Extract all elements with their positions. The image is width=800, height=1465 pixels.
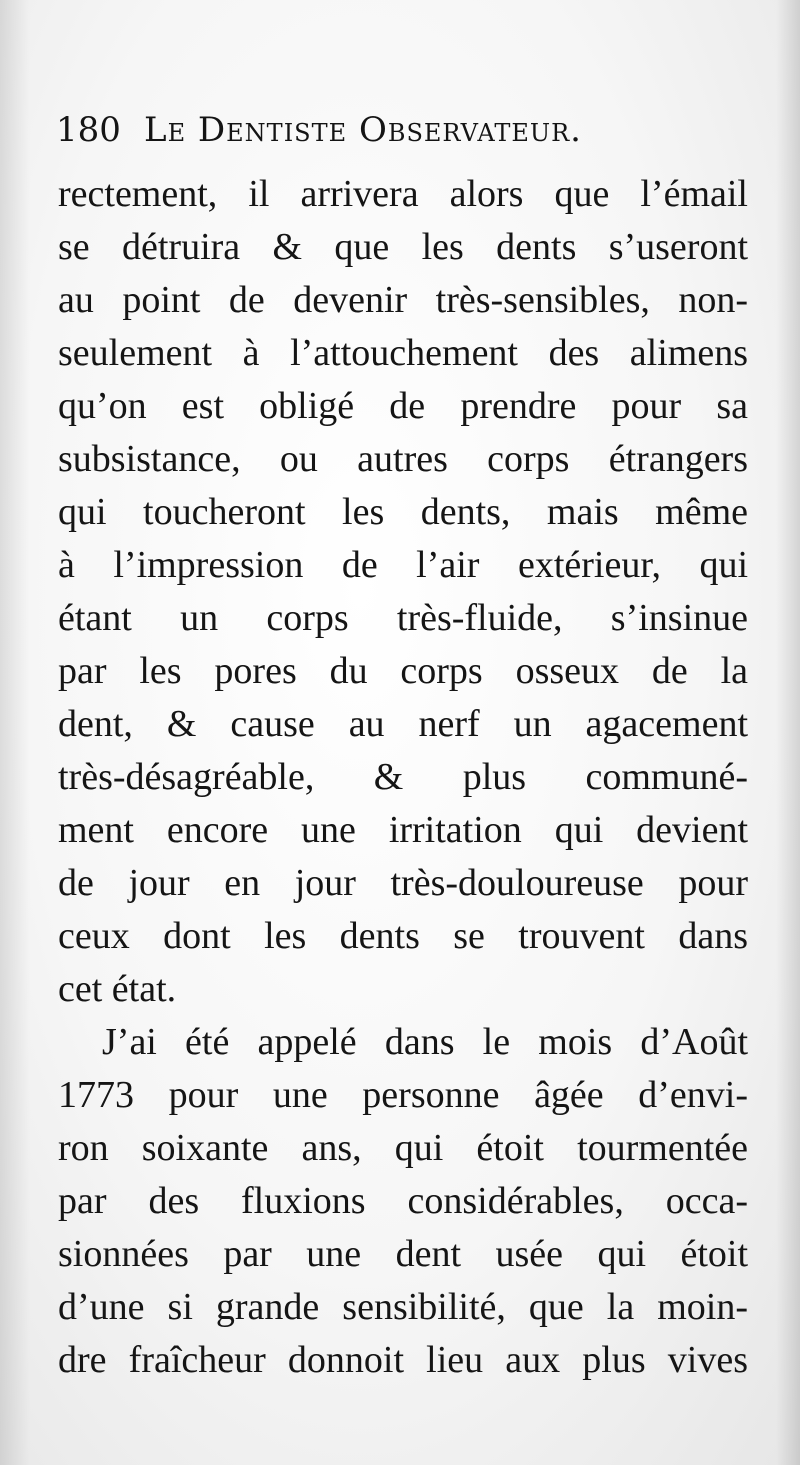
text-line: rectement, il arrivera alors que l’émail: [58, 173, 748, 215]
text-line: 1773 pour une personne âgée d’envi-: [58, 1074, 748, 1116]
text-line: étant un corps très-fluide, s’insinue: [58, 597, 748, 639]
text-line: qu’on est obligé de prendre pour sa: [58, 385, 748, 427]
text-line: qui toucheront les dents, mais même: [58, 491, 748, 533]
body-text: [58, 168, 748, 1387]
text-line: très-désagréable, & plus communé-: [58, 756, 748, 798]
text-line: d’une si grande sensibilité, que la moin-: [58, 1286, 748, 1328]
text-line: dent, & cause au nerf un agacement: [58, 703, 748, 745]
text-line: à l’impression de l’air extérieur, qui: [58, 544, 748, 586]
text-line: sionnées par une dent usée qui étoit: [58, 1233, 748, 1275]
paragraph-end-line: cet état.: [58, 968, 177, 1010]
text-line: au point de devenir très-sensibles, non-: [58, 279, 748, 321]
running-title: Le Dentiste Observateur.: [144, 110, 582, 150]
text-line: dre fraîcheur donnoit lieu aux plus vives: [58, 1339, 748, 1381]
text-line: ceux dont les dents se trouvent dans: [58, 915, 748, 957]
text-line: seulement à l’attouchement des alimens: [58, 332, 748, 374]
page-number: 180: [56, 110, 121, 150]
text-line: ron soixante ans, qui étoit tourmentée: [58, 1127, 748, 1169]
running-head: [56, 100, 746, 160]
text-line: par des fluxions considérables, occa-: [58, 1180, 748, 1222]
text-line: par les pores du corps osseux de la: [58, 650, 748, 692]
text-line: subsistance, ou autres corps étrangers: [58, 438, 748, 480]
text-line: ment encore une irritation qui devient: [58, 809, 748, 851]
paragraph-first-line: J’ai été appelé dans le mois d’Août: [102, 1021, 748, 1063]
text-line: se détruira & que les dents s’useront: [58, 226, 748, 268]
text-line: de jour en jour très-douloureuse pour: [58, 862, 748, 904]
